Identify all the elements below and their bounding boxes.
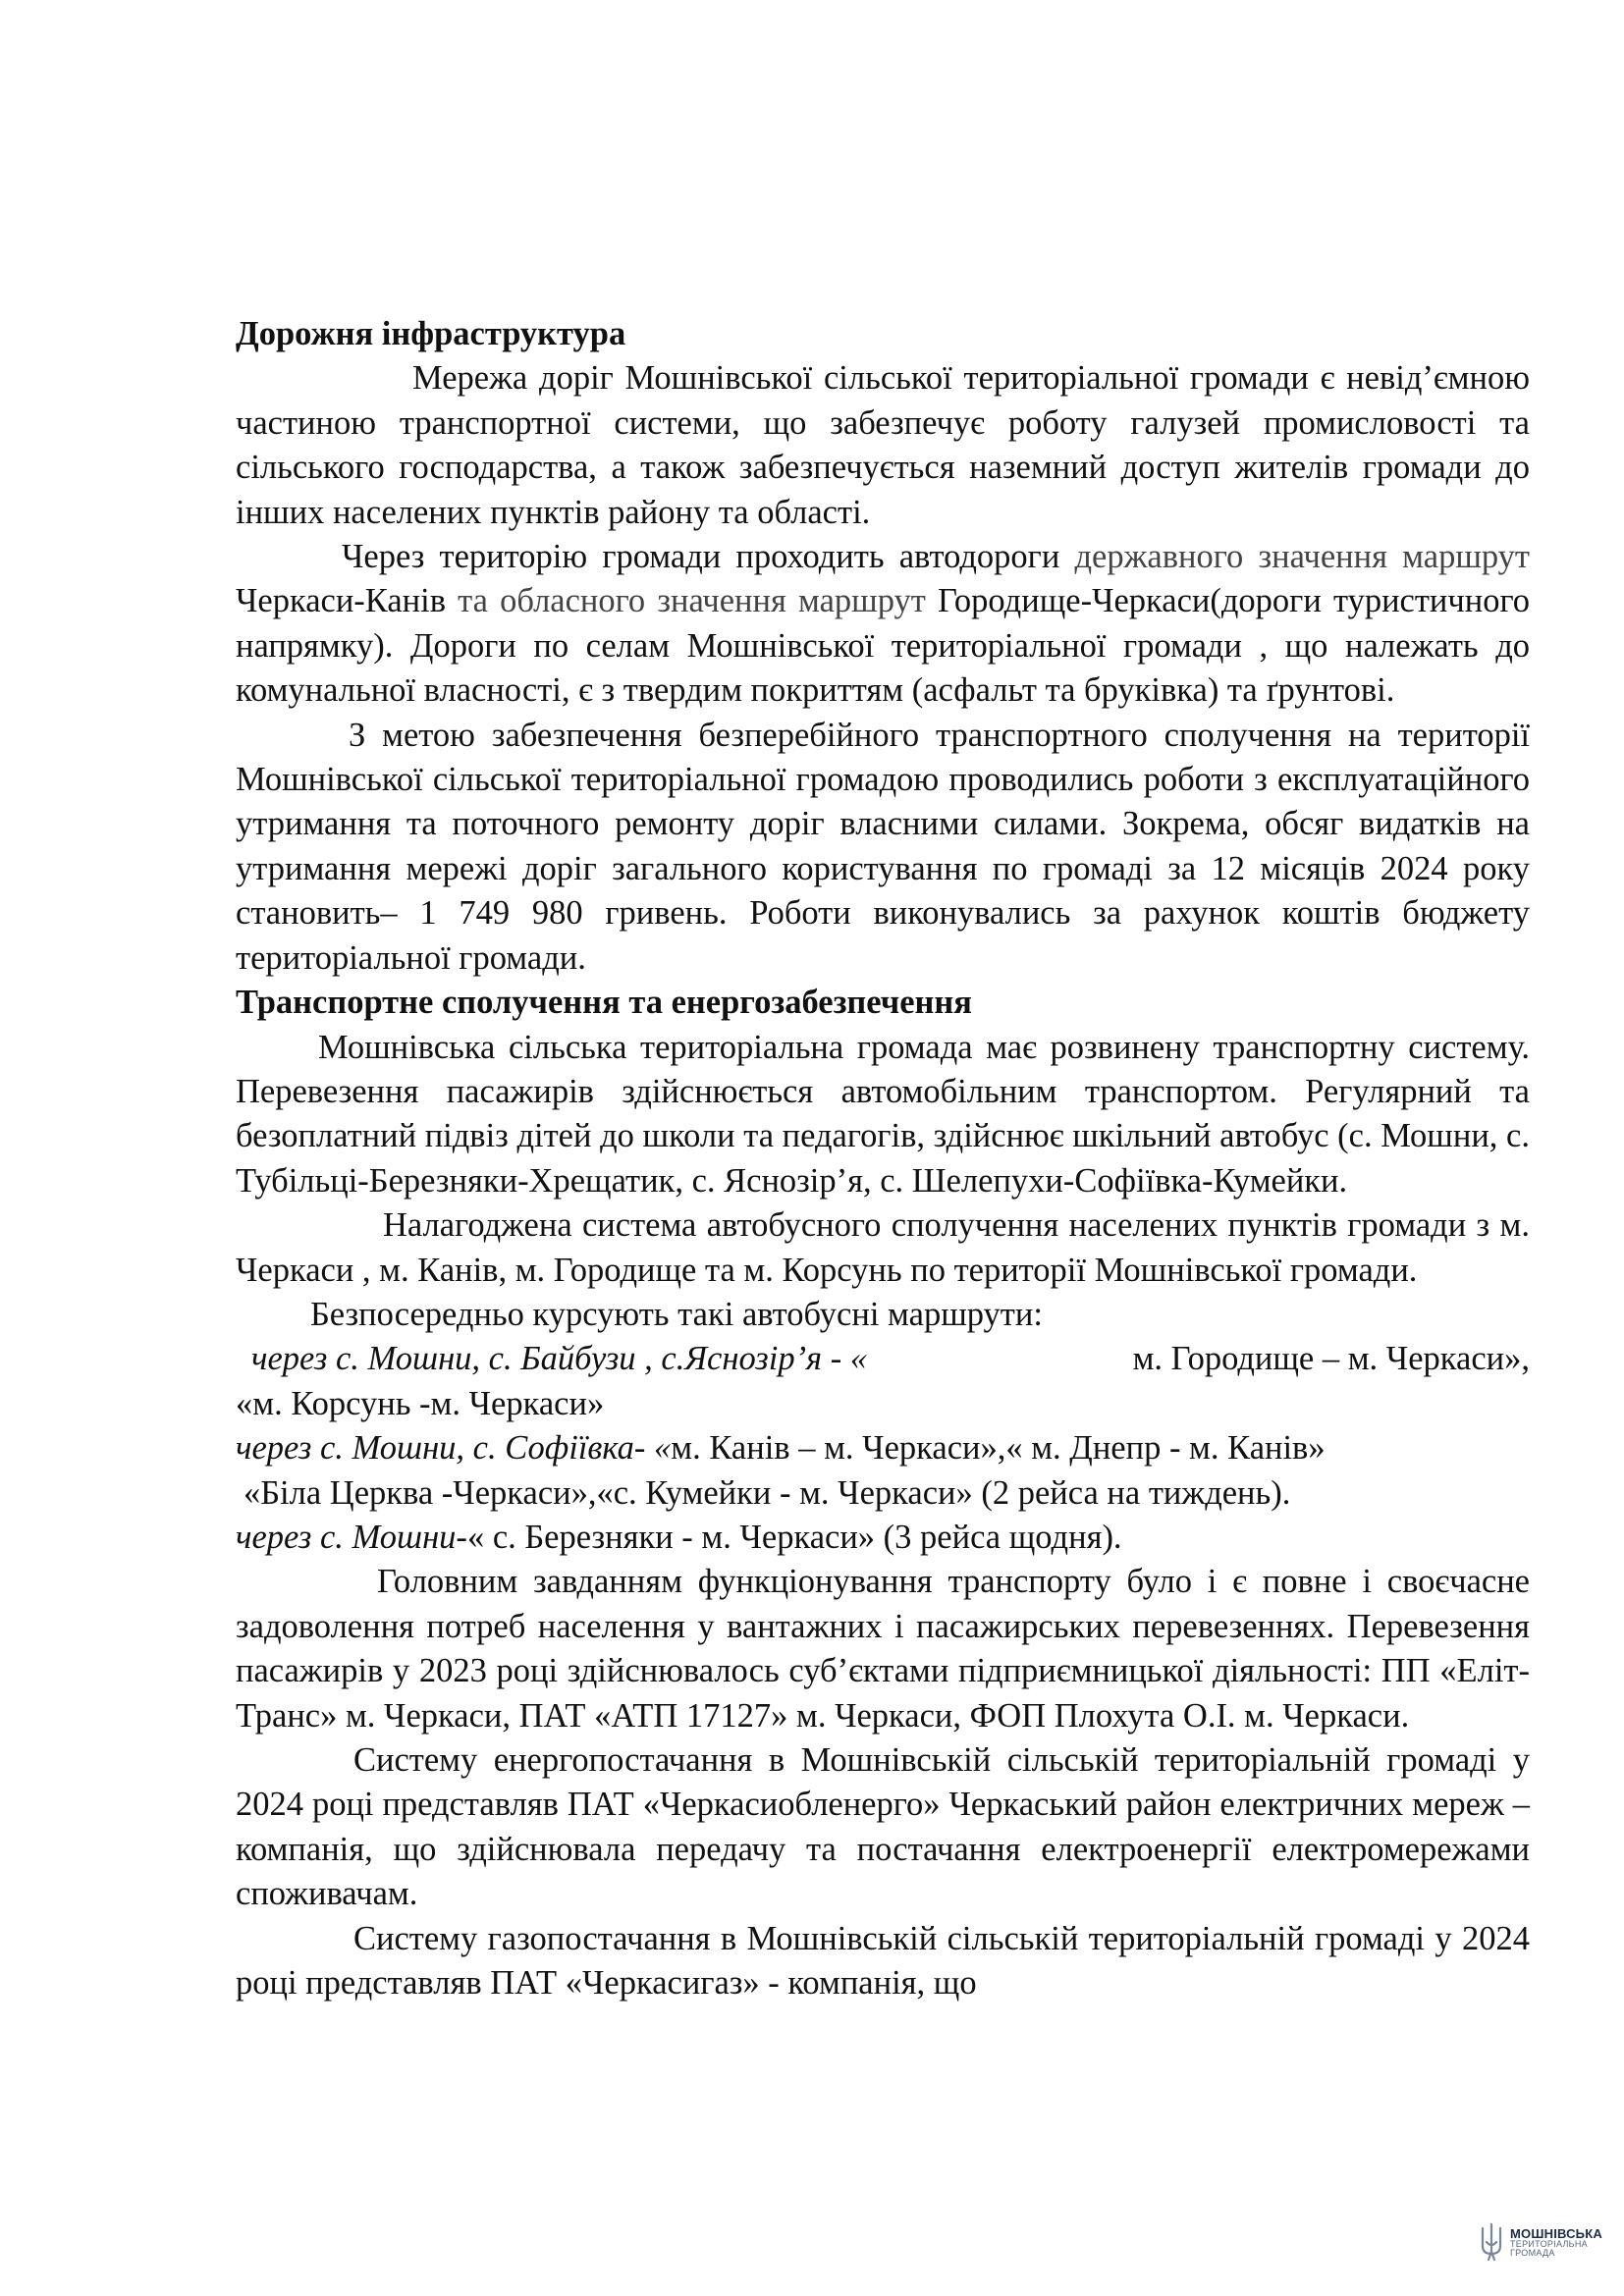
route-line: через с. Мошни, с. Софіївка- «м. Канів – м. Черкаси»,« м. Днепр - м. Канів» bbox=[236, 1429, 1326, 1468]
paragraph: Налагоджена система автобусного сполучення населених пунктів громади з м. Черкаси , м. Канів, м. Городище та м. Корсунь по території Мошнівської громади. bbox=[236, 1206, 1530, 1289]
routes-intro: Безпосередньо курсують такі автобусні маршрути: bbox=[310, 1295, 1043, 1333]
paragraph: Систему газопостачання в Мошнівській сільській територіальній громаді у 2024 році представляв ПАТ «Черкасигаз» - компанія, що bbox=[236, 1919, 1530, 2002]
paragraph: З метою забезпечення безперебійного транспортного сполучення на території Мошнівської сільської територіальної громадою проводились роботи з експлуатаційного утримання та поточного ремонту доріг власними силами. Зокрема, обсяг видатків на утримання мережі доріг загального користування по громаді за 12 місяців 2024 року становить– 1 749 980 гривень. Роботи виконувались за рахунок коштів бюджету територіальної громади. bbox=[236, 716, 1530, 977]
route-line: через с. Мошни, с. Байбузи , с.Яснозір’я - « м. Городище – м. Черкаси», bbox=[251, 1340, 1530, 1378]
section-heading-roads: Дорожня інфраструктура bbox=[236, 315, 626, 352]
paragraph: Через територію громади проходить автодороги державного значення маршрут Черкаси-Канів та обласного значення маршрут Городище-Черкаси(дороги туристичного напрямку). Дороги по селам Мошнівської територіальної громади , що належать до комунальної власності, є з твердим покриттям (асфальт та бруківка) та ґрунтові. bbox=[236, 538, 1531, 710]
paragraph: Мошнівська сільська територіальна громада має розвинену транспортну систему. Перевезення пасажирів здійснюється автомобільним транспортом. Регулярний та безоплатний підвіз дітей до школи та педагогів, здійснює шкільний автобус (с. Мошни, с. Тубільці-Березняки-Хрещатик, с. Яснозір’я, с. Шелепухи-Софіївка-Кумейки. bbox=[236, 1028, 1530, 1200]
paragraph: Систему енергопостачання в Мошнівській сільській територіальній громаді у 2024 році представляв ПАТ «Черкасиобленерго» Черкаський район електричних мереж – компанія, що здійснювала передачу та постачання електроенергії електромережами споживачам. bbox=[236, 1741, 1530, 1913]
paragraph: Мережа доріг Мошнівської сільської територіальної громади є невід’ємною частиною транспортної системи, що забезпечує роботу галузей промисловості та сільського господарства, а також забезпечується наземний доступ жителів громади до інших населених пунктів району та області. bbox=[236, 359, 1530, 531]
paragraph: Головним завданням функціонування транспорту було і є повне і своєчасне задоволення потреб населення у вантажних і пасажирських перевезеннях. Перевезення пасажирів у 2023 році здійснювалось суб’єктами підприємницької діяльності: ПП «Еліт-Транс» м. Черкаси, ПАТ «АТП 17127» м. Черкаси, ФОП Плохута О.І. м. Черкаси. bbox=[236, 1563, 1530, 1735]
route-line: «Біла Церква -Черкаси»,«с. Кумейки - м. Черкаси» (2 рейса на тиждень). bbox=[244, 1473, 1291, 1512]
logo-text bbox=[1510, 2227, 1602, 2258]
logo-line-1: МОШНІВСЬКА bbox=[1510, 2225, 1602, 2241]
route-line: через с. Мошни-« с. Березняки - м. Черкаси» (3 рейса щодня). bbox=[236, 1518, 1122, 1556]
community-logo bbox=[1479, 2222, 1602, 2262]
section-heading-transport: Транспортне сполучення та енергозабезпечення bbox=[236, 984, 972, 1022]
logo-line-3: ГРОМАДА bbox=[1510, 2247, 1555, 2258]
trident-icon bbox=[1479, 2222, 1504, 2262]
document-page bbox=[236, 312, 1530, 2005]
logo-line-2: ТЕРИТОРІАЛЬНА bbox=[1510, 2238, 1588, 2249]
route-line: «м. Корсунь -м. Черкаси» bbox=[236, 1384, 605, 1422]
